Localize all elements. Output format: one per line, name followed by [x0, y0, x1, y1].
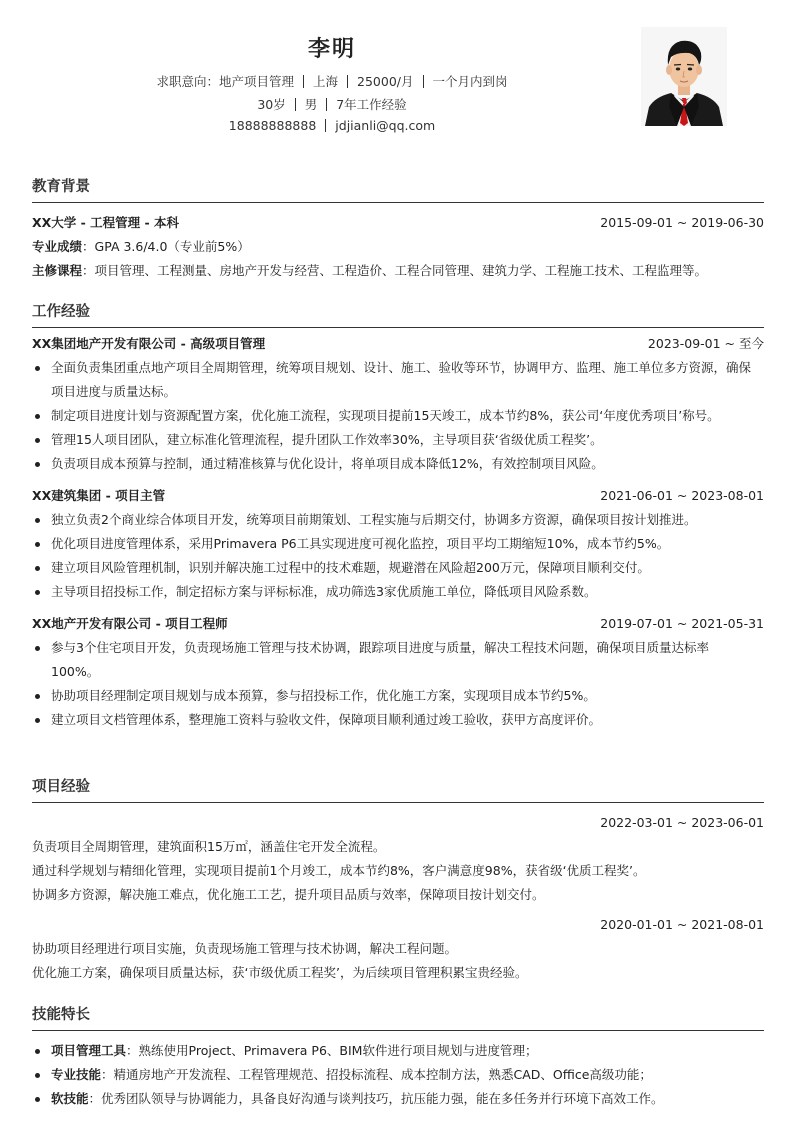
- skill-text: ：熟练使用Project、Primavera P6、BIM软件进行项目规划与进度管理；: [126, 1043, 538, 1058]
- education-row: [32, 211, 764, 235]
- skill-item: [32, 1087, 764, 1111]
- job-bullet: 独立负责2个商业综合体项目开发，统筹项目前期策划、工程实施与后期交付，协调多方资源，确保项目按计划推进。: [32, 508, 764, 532]
- project-date: 2022-03-01 ~ 2023-06-01: [600, 815, 764, 830]
- job-bullet: 主导项目招投标工作，制定招标方案与评标标准，成功筛选3家优质施工单位，降低项目风险系数。: [32, 580, 764, 604]
- gpa-value: ：GPA 3.6/4.0（专业前5%）: [82, 239, 250, 254]
- job-header: [32, 612, 764, 636]
- project-line: 协助项目经理进行项目实施，负责现场施工管理与技术协调，解决工程问题。: [32, 941, 458, 956]
- phone: 18888888888: [228, 118, 317, 133]
- job-bullet: 参与3个住宅项目开发，负责现场施工管理与技术协调，跟踪项目进度与质量，解决工程技术问题，确保项目质量达标率100%。: [32, 636, 764, 684]
- job-bullet: 管理15人项目团队，建立标准化管理流程，提升团队工作效率30%，主导项目获‘省级优质工程奖’。: [32, 428, 764, 452]
- project-line: 优化施工方案，确保项目质量达标，获‘市级优质工程奖’，为后续项目管理积累宝贵经验。: [32, 965, 528, 980]
- salary: 25000/月: [357, 74, 414, 89]
- job-bullet: 制定项目进度计划与资源配置方案，优化施工流程，实现项目提前15天竣工，成本节约8%，获公司‘年度优秀项目’称号。: [32, 404, 764, 428]
- section-title: 技能特长: [32, 1007, 90, 1023]
- age: 30岁: [257, 97, 286, 112]
- experience-years: 7年工作经验: [336, 97, 407, 112]
- work-section: [32, 300, 764, 732]
- project-entry: [32, 811, 764, 907]
- job-bullets: [32, 508, 764, 604]
- gender: 男: [304, 97, 318, 112]
- skills-list: [32, 1039, 764, 1111]
- job-header: [32, 484, 764, 508]
- project-date: 2020-01-01 ~ 2021-08-01: [600, 917, 764, 932]
- project-line: 协调多方资源，解决施工难点，优化施工工艺，提升项目品质与效率，保障项目按计划交付。: [32, 887, 545, 902]
- job-bullet: 负责项目成本预算与控制，通过精准核算与优化设计，将单项目成本降低12%，有效控制项目风险。: [32, 452, 764, 476]
- divider: [326, 98, 327, 111]
- projects-section: [32, 775, 764, 985]
- location: 上海: [313, 74, 339, 89]
- job-header: [32, 332, 764, 356]
- job-entry: [32, 332, 764, 476]
- project-entry: [32, 913, 764, 985]
- courses-label: 主修课程: [32, 263, 83, 278]
- job-bullet: 协助项目经理制定项目规划与成本预算，参与招投标工作，优化施工方案，实现项目成本节约5%。: [32, 684, 764, 708]
- gpa-label: 专业成绩: [32, 239, 83, 254]
- job-date: 2023-09-01 ~ 至今: [647, 336, 764, 351]
- section-title: 教育背景: [32, 179, 90, 195]
- job-date: 2019-07-01 ~ 2021-05-31: [600, 616, 764, 631]
- email: jdjianli@qq.com: [335, 118, 436, 133]
- profile-photo-icon: [641, 27, 727, 126]
- job-date: 2021-06-01 ~ 2023-08-01: [600, 488, 764, 503]
- job-title: XX集团地产开发有限公司 - 高级项目管理: [32, 336, 266, 351]
- divider: [303, 75, 304, 88]
- divider: [325, 119, 326, 132]
- education-section: [32, 175, 764, 283]
- job-intent-line: [0, 72, 664, 90]
- skill-text: ：精通房地产开发流程、工程管理规范、招投标流程、成本控制方法，熟悉CAD、Office高级功能；: [101, 1067, 652, 1082]
- job-bullet: 建立项目风险管理机制，识别并解决施工过程中的技术难题，规避潜在风险超200万元，保障项目顺利交付。: [32, 556, 764, 580]
- job-bullet: 优化项目进度管理体系，采用Primavera P6工具实现进度可视化监控，项目平均工期缩短10%，成本节约5%。: [32, 532, 764, 556]
- project-line: 通过科学规划与精细化管理，实现项目提前1个月竣工，成本节约8%，客户满意度98%，获省级‘优质工程奖’。: [32, 863, 646, 878]
- section-title: 项目经验: [32, 779, 90, 795]
- contact-line: [0, 118, 664, 133]
- skill-item: [32, 1063, 764, 1087]
- courses-line: [32, 259, 764, 283]
- courses-value: ：项目管理、工程测量、房地产开发与经营、工程造价、工程合同管理、建筑力学、工程施工技术、工程监理等。: [82, 263, 708, 278]
- project-line: 负责项目全周期管理，建筑面积15万㎡，涵盖住宅开发全流程。: [32, 839, 386, 854]
- divider: [423, 75, 424, 88]
- skills-section: [32, 1003, 764, 1111]
- job-bullet: 建立项目文档管理体系，整理施工资料与验收文件，保障项目顺利通过竣工验收，获甲方高度评价。: [32, 708, 764, 732]
- skill-label: 软技能: [51, 1091, 89, 1106]
- gpa-line: [32, 235, 764, 259]
- section-title: 工作经验: [32, 304, 90, 320]
- job-bullets: [32, 636, 764, 732]
- job-entry: [32, 484, 764, 604]
- candidate-name: 李明: [307, 37, 356, 62]
- skill-item: [32, 1039, 764, 1063]
- job-bullets: [32, 356, 764, 476]
- skill-label: 项目管理工具: [51, 1043, 127, 1058]
- divider: [347, 75, 348, 88]
- education-date: 2015-09-01 ~ 2019-06-30: [600, 215, 764, 230]
- divider: [295, 98, 296, 111]
- job-entry: [32, 612, 764, 732]
- avatar: [641, 27, 727, 126]
- job-title: XX建筑集团 - 项目主管: [32, 488, 166, 503]
- skill-text: ：优秀团队领导与协调能力，具备良好沟通与谈判技巧，抗压能力强，能在多任务并行环境下高效工作。: [88, 1091, 664, 1106]
- job-bullet: 全面负责集团重点地产项目全周期管理，统筹项目规划、设计、施工、验收等环节，协调甲方、监理、施工单位多方资源，确保项目进度与质量达标。: [32, 356, 764, 404]
- skill-label: 专业技能: [51, 1067, 102, 1082]
- personal-info-line: [0, 95, 664, 113]
- school-degree: XX大学 - 工程管理 - 本科: [32, 215, 180, 230]
- job-title: XX地产开发有限公司 - 项目工程师: [32, 616, 228, 631]
- job-intent: 求职意向：地产项目管理: [156, 74, 294, 89]
- availability: 一个月内到岗: [432, 74, 508, 89]
